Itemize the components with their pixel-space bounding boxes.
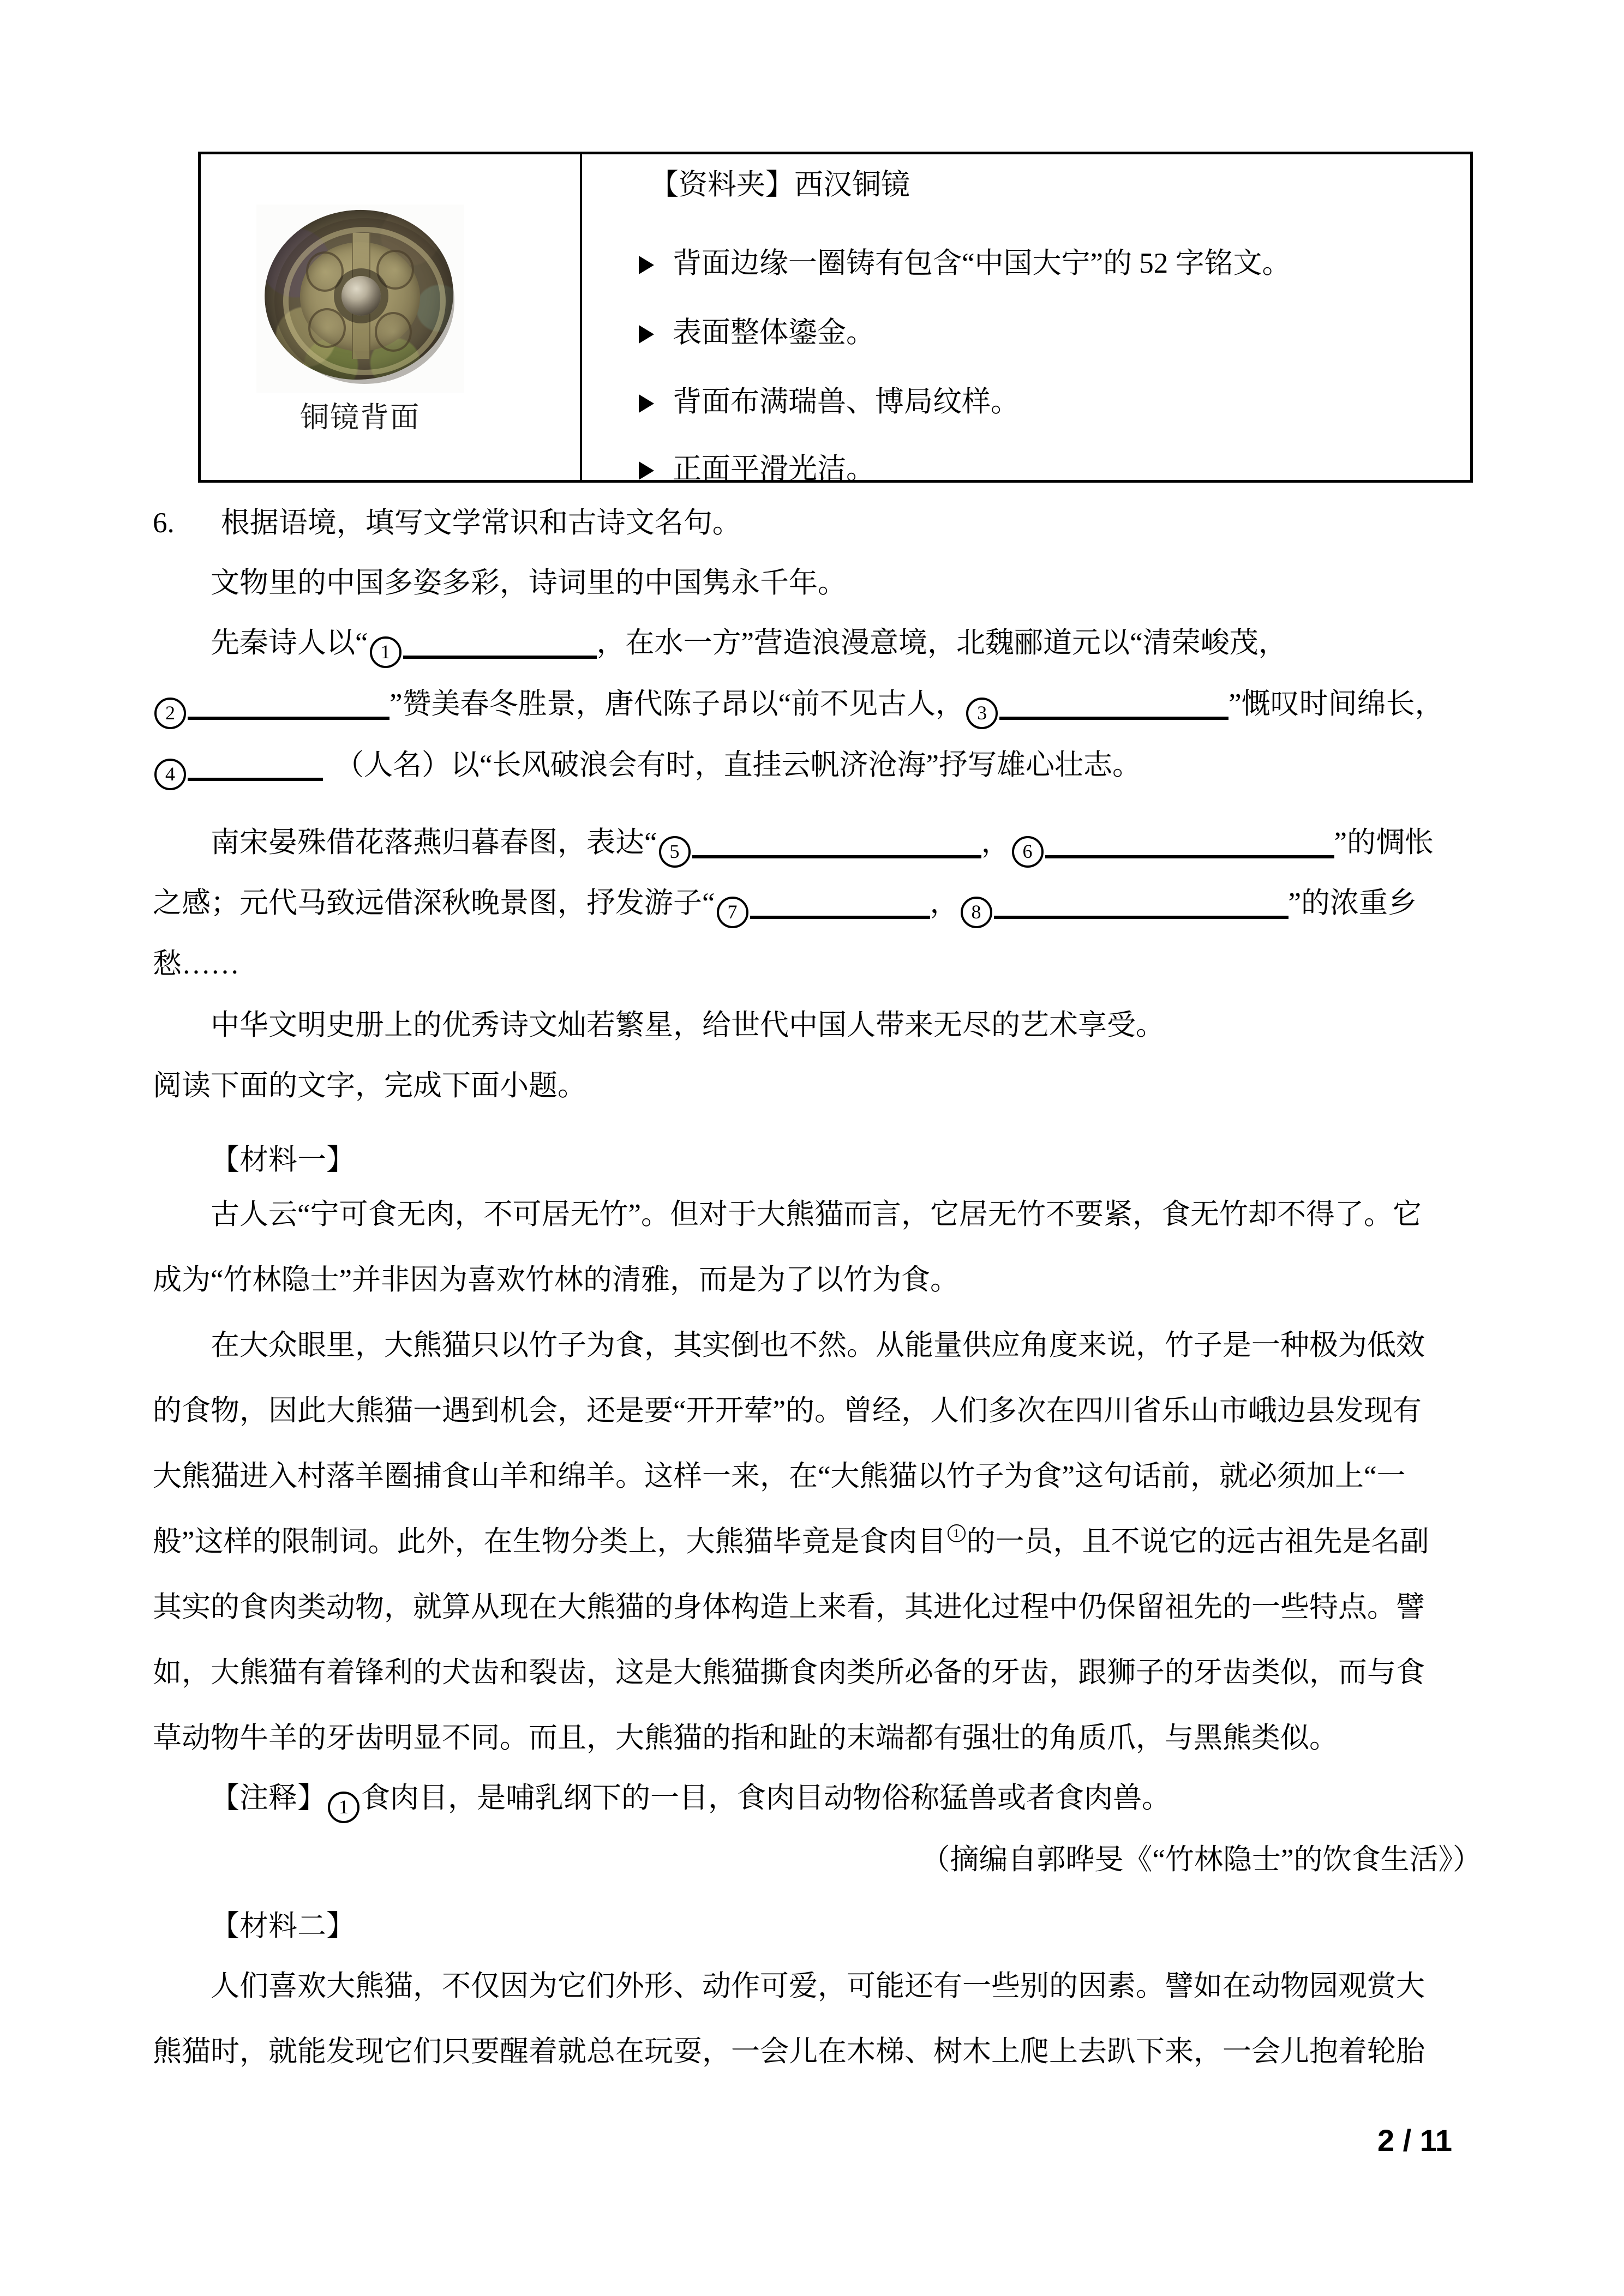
answer-blank	[994, 891, 1289, 919]
mirror-knob	[341, 276, 381, 315]
line-text: ，	[981, 827, 1010, 858]
table-image-cell	[201, 154, 580, 480]
text-line	[153, 1391, 1482, 1431]
text-line	[153, 1326, 1539, 1365]
text-line	[153, 1457, 1482, 1496]
line-text: 6.	[153, 507, 175, 539]
line-text: ，	[930, 887, 959, 919]
line-text: 大熊猫进入村落羊圈捕食山羊和绵羊。这样一来，在“大熊猫以竹子为食”这句话前，就必须加上“一	[153, 1460, 1406, 1492]
bronze-mirror-image	[256, 205, 464, 393]
text-line	[153, 1140, 1539, 1180]
line-text: 成为“竹林隐士”并非因为喜欢竹林的清雅，而是为了以竹为食。	[153, 1264, 960, 1296]
text-line	[153, 1522, 1482, 1561]
line-text: （摘编自郭晔旻《“竹林隐士”的饮食生活》）	[921, 1844, 1482, 1876]
answer-blank	[403, 630, 597, 659]
text-line	[153, 1840, 1482, 1879]
circled-number-2: 2	[154, 698, 186, 729]
folder-bullet-text: 正面平滑光洁。	[673, 453, 875, 485]
line-text: ”的惆怅	[1334, 827, 1434, 858]
line-text: 其实的食肉类动物，就算从现在大熊猫的身体构造上来看，其进化过程中仍保留祖先的一些特点。譬	[153, 1591, 1425, 1623]
text-line	[153, 503, 1482, 543]
mirror-motif	[308, 308, 346, 348]
circled-number-4: 4	[154, 759, 186, 790]
circled-number-3: 3	[966, 698, 998, 729]
folder-bullet	[639, 452, 875, 486]
text-line	[153, 1195, 1539, 1234]
text-line	[153, 1260, 1482, 1300]
line-text: 般”这样的限制词。此外，在生物分类上，大熊猫毕竟是食肉目	[153, 1526, 946, 1558]
line-text: 人们喜欢大熊猫，不仅因为它们外形、动作可爱，可能还有一些别的因素。譬如在动物园观赏大	[211, 1970, 1425, 2002]
line-text: 【材料二】	[211, 1910, 355, 1942]
answer-blank	[188, 753, 323, 781]
line-text: 中华文明史册上的优秀诗文灿若繁星，给世代中国人带来无尽的艺术享受。	[211, 1009, 1165, 1041]
circled-number-1: 1	[370, 636, 401, 668]
circled-number-8: 8	[961, 897, 992, 928]
folder-bullet	[639, 384, 1020, 419]
text-line	[153, 1653, 1482, 1692]
text-line	[153, 945, 1482, 984]
triangle-bullet-icon	[639, 325, 654, 344]
line-text: ，在水一方”营造浪漫意境，北魏郦道元以“清荣峻茂，	[596, 627, 1287, 659]
line-text: 之感；元代马致远借深秋晚景图，抒发游子“	[153, 887, 715, 919]
line-text: 先秦诗人以“	[211, 627, 368, 659]
answer-blank	[1045, 830, 1334, 858]
line-text: ”的浓重乡	[1288, 887, 1417, 919]
circled-number-7: 7	[717, 897, 748, 928]
line-text: 南宋晏殊借花落燕归暮春图，表达“	[211, 827, 657, 858]
line-text: 的食物，因此大熊猫一遇到机会，还是要“开开荤”的。曾经，人们多次在四川省乐山市峨边县发现有	[153, 1395, 1422, 1427]
superscript-note-ref: 1	[948, 1524, 966, 1542]
line-text: 食肉目，是哺乳纲下的一目，食肉目动物俗称猛兽或者食肉兽。	[361, 1782, 1171, 1814]
line-text: 的一员，且不说它的远古祖先是名副	[966, 1526, 1429, 1558]
answer-blank	[999, 692, 1229, 720]
answer-blank	[750, 891, 930, 919]
mirror-motif	[306, 251, 344, 292]
text-line	[153, 623, 1539, 663]
line-text: 根据语境，填写文学常识和古诗文名句。	[220, 507, 741, 539]
folder-title: 【资料夹】西汉铜镜	[650, 169, 910, 201]
text-line	[153, 2032, 1482, 2071]
answer-blank	[188, 692, 389, 720]
folder-bullet-text: 背面边缘一圈铸有包含“中国大宁”的 52 字铭文。	[673, 248, 1291, 279]
text-line	[153, 1066, 1482, 1105]
line-text: 文物里的中国多姿多彩，诗词里的中国隽永千年。	[211, 567, 847, 599]
page-number: 2 / 11	[1377, 2123, 1452, 2157]
line-text: 【材料一】	[211, 1144, 355, 1176]
line-text: 熊猫时，就能发现它们只要醒着就总在玩耍，一会儿在木梯、树木上爬上去趴下来，一会儿抱着轮胎	[153, 2036, 1425, 2067]
text-line	[153, 1006, 1539, 1045]
folder-bullet	[639, 246, 1291, 281]
circled-number-6: 6	[1012, 836, 1044, 868]
text-line	[153, 563, 1539, 603]
info-folder-table	[198, 152, 1473, 483]
line-text: ”慨叹时间绵长，	[1229, 688, 1444, 720]
text-line	[153, 1718, 1482, 1758]
triangle-bullet-icon	[639, 256, 654, 274]
line-text: 在大众眼里，大熊猫只以竹子为食，其实倒也不然。从能量供应角度来说，竹子是一种极为低效	[211, 1330, 1425, 1361]
line-text: 【注释】	[211, 1782, 326, 1814]
folder-bullet-text: 背面布满瑞兽、博局纹样。	[673, 386, 1020, 418]
folder-bullet	[639, 315, 875, 350]
circled-number-1: 1	[328, 1792, 359, 1823]
text-line	[153, 1967, 1539, 2006]
text-line	[153, 883, 1482, 923]
answer-blank	[692, 830, 981, 858]
line-text: ”赞美春冬胜景，唐代陈子昂以“前不见古人，	[389, 688, 965, 720]
text-line	[153, 823, 1539, 862]
line-text: 如，大熊猫有着锋利的犬齿和裂齿，这是大熊猫撕食肉类所必备的牙齿，跟狮子的牙齿类似，而与食	[153, 1657, 1425, 1688]
mirror-motif	[376, 250, 414, 290]
circled-number-5: 5	[659, 836, 691, 868]
text-line	[153, 746, 1482, 785]
line-text: 古人云“宁可食无肉，不可居无竹”。但对于大熊猫而言，它居无竹不要紧，食无竹却不得了。它	[211, 1199, 1422, 1230]
triangle-bullet-icon	[639, 461, 654, 480]
line-text: 阅读下面的文字，完成下面小题。	[153, 1070, 586, 1102]
text-line	[153, 1588, 1482, 1627]
folder-bullet-text: 表面整体鎏金。	[673, 317, 875, 348]
table-text-cell	[582, 154, 1470, 485]
line-text: 愁……	[153, 948, 239, 980]
text-line	[153, 1778, 1539, 1818]
line-text: （人名）以“长风破浪会有时，直挂云帆济沧海”抒写雄心壮志。	[335, 749, 1142, 781]
triangle-bullet-icon	[639, 394, 654, 413]
image-caption: 铜镜背面	[300, 402, 420, 434]
text-line	[153, 684, 1482, 724]
mirror-motif	[375, 312, 412, 352]
text-line	[153, 1907, 1539, 1946]
line-text: 草动物牛羊的牙齿明显不同。而且，大熊猫的指和趾的末端都有强壮的角质爪，与黑熊类似。	[153, 1722, 1338, 1754]
